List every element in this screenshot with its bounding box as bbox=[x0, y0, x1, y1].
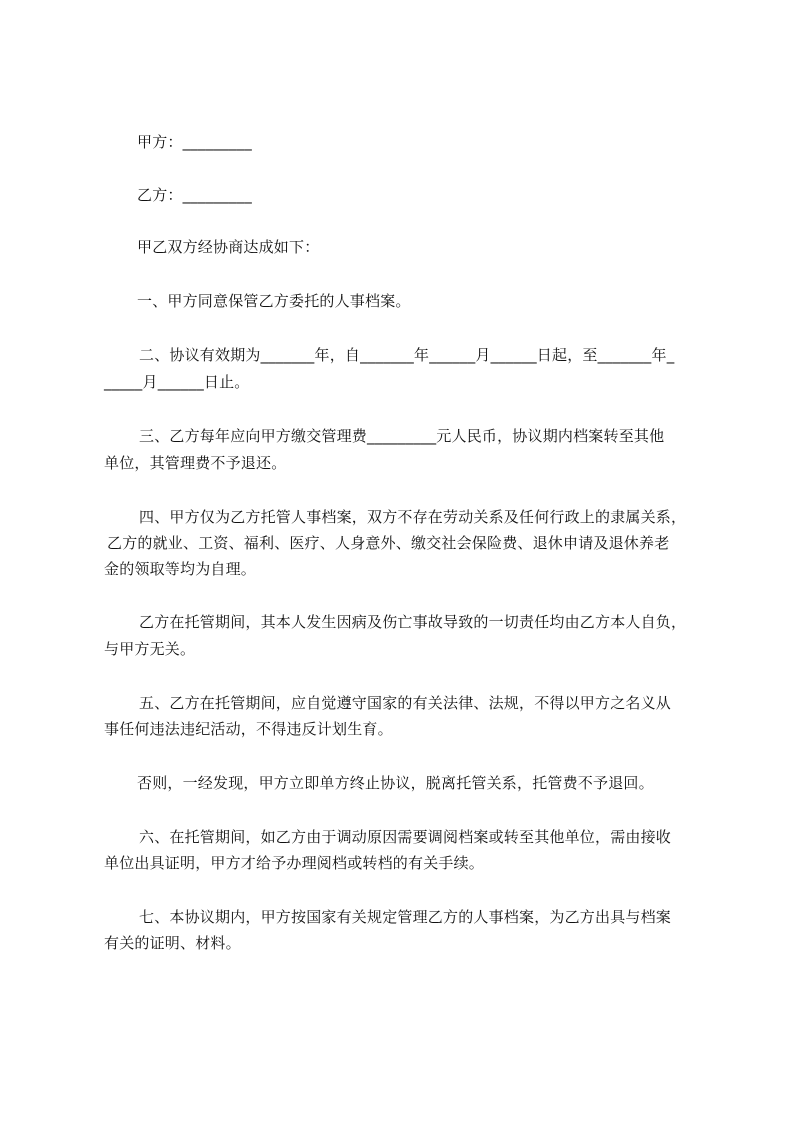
intro-paragraph: 甲乙双方经协商达成如下： bbox=[137, 238, 320, 256]
party-b-line: 乙方：_________ bbox=[137, 186, 252, 204]
clause-4-extra-line-1: 乙方在托管期间，其本人发生因病及伤亡事故导致的一切责任均由乙方本人自负， bbox=[139, 613, 687, 631]
clause-5-line-1: 五、乙方在托管期间，应自觉遵守国家的有关法律、法规，不得以甲方之名义从 bbox=[139, 694, 672, 712]
clause-5-extra: 否则，一经发现，甲方立即单方终止协议，脱离托管关系，托管费不予退回。 bbox=[137, 774, 654, 792]
clause-4-line-2: 乙方的就业、工资、福利、医疗、人身意外、缴交社会保险费、退休申请及退休养老 bbox=[107, 534, 670, 552]
clause-2-line-2: _____月______日止。 bbox=[104, 373, 250, 391]
clause-7-line-1: 七、本协议期内，甲方按国家有关规定管理乙方的人事档案，为乙方出具与档案 bbox=[139, 908, 672, 926]
clause-5-line-2: 事任何违法违纪活动，不得违反计划生育。 bbox=[104, 720, 393, 738]
clause-7-line-2: 有关的证明、材料。 bbox=[104, 934, 241, 952]
clause-3-line-1: 三、乙方每年应向甲方缴交管理费_________元人民币，协议期内档案转至其他 bbox=[139, 427, 665, 445]
clause-6-line-2: 单位出具证明，甲方才给予办理阅档或转档的有关手续。 bbox=[104, 854, 485, 872]
clause-6-line-1: 六、在托管期间，如乙方由于调动原因需要调阅档案或转至其他单位，需由接收 bbox=[139, 828, 672, 846]
clause-2-line-1: 二、协议有效期为_______年，自_______年______月______日起，至_______年_ bbox=[139, 346, 675, 364]
clause-1: 一、甲方同意保管乙方委托的人事档案。 bbox=[137, 292, 411, 310]
clause-4-line-3: 金的领取等均为自理。 bbox=[104, 560, 257, 578]
clause-3-line-2: 单位，其管理费不予退还。 bbox=[104, 454, 287, 472]
clause-4-extra-line-2: 与甲方无关。 bbox=[104, 640, 196, 658]
clause-4-line-1: 四、甲方仅为乙方托管人事档案，双方不存在劳动关系及任何行政上的隶属关系， bbox=[139, 508, 687, 526]
party-a-line: 甲方：_________ bbox=[137, 133, 252, 151]
